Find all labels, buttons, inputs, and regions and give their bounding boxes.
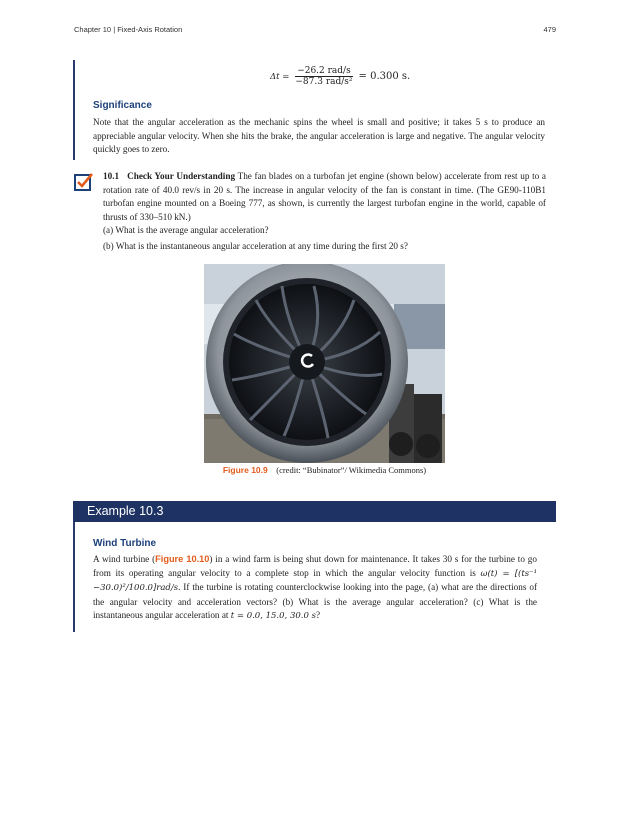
example-heading: Wind Turbine <box>93 538 157 549</box>
figure-label: Figure 10.9 <box>222 465 268 475</box>
figure-10-10-link[interactable]: Figure 10.10 <box>155 554 210 564</box>
equation-fraction <box>293 66 354 87</box>
example-title: Example 10.3 <box>87 504 164 518</box>
significance-body: Note that the angular acceleration as the mechanic spins the wheel is small and positive; it takes 5 s to produce an appreciable angular velocity. When she hits the brake, the angular acceleration is large and negative. The angular velocity quickly goes to zero. <box>93 117 545 155</box>
figure-credit: (credit: “Bubinator”/ Wikimedia Commons) <box>276 465 427 475</box>
example-body <box>93 553 537 624</box>
equation-numerator: −26.2 rad/s <box>297 66 351 76</box>
cyu-question-b: (b) What is the instantaneous angular acceleration at any time during the first 20 s? <box>103 241 408 251</box>
equation-lhs: Δt = <box>270 71 290 82</box>
turbofan-engine-photo <box>204 264 445 463</box>
equation-denominator: −87.3 rad/s² <box>295 77 353 87</box>
delta-t-equation <box>270 66 410 87</box>
cyu-title: Check Your Understanding <box>127 171 236 181</box>
check-understanding-text <box>103 170 546 224</box>
running-header-chapter: Chapter 10 | Fixed-Axis Rotation <box>74 25 183 34</box>
example-text-3: . If the turbine is rotating counterclockwise looking into the page, (a) what are the directions of the angular velocity and acceleration vectors? (b) What is the average angular acceleration? (c) What is the instantaneous angular acceleration at <box>93 582 537 621</box>
cyu-body: The fan blades on a turbofan jet engine (shown below) accelerate from rest up to a rotation rate of 40.0 rev/s in 20 s. The increase in angular velocity of the fan is constant in time. (The GE90-110B1 turbofan engine mounted on a Boeing 777, as shown, is currently the largest turbofan engine in the world, capable of thrusts of 330–510 kN.) <box>103 171 547 222</box>
engine-illustration <box>204 264 445 463</box>
example-side-bar-top <box>73 60 75 160</box>
example-text-1: A wind turbine ( <box>93 554 156 564</box>
check-understanding-icon <box>74 172 94 192</box>
page-number: 479 <box>543 25 556 34</box>
significance-heading: Significance <box>93 100 152 111</box>
example-banner <box>73 501 556 522</box>
cyu-number: 10.1 <box>103 171 120 181</box>
cyu-question-a: (a) What is the average angular acceleration? <box>103 225 269 235</box>
angular-velocity-formula: ω(t) = [(ts⁻¹ −30.0)²/100.0]rad/s <box>93 568 538 594</box>
time-values: t = 0.0, 15.0, 30.0 s <box>230 611 316 622</box>
figure-caption <box>204 465 445 475</box>
example-text-2: ) in a wind farm is being shut down for maintenance. It takes 30 s for the turbine to go from its operating angular velocity to a complete stop in which the angular velocity function is <box>93 554 537 578</box>
example-text-4: ? <box>315 610 321 621</box>
equation-rhs: = 0.300 s. <box>358 71 411 82</box>
example-side-bar <box>73 522 75 632</box>
